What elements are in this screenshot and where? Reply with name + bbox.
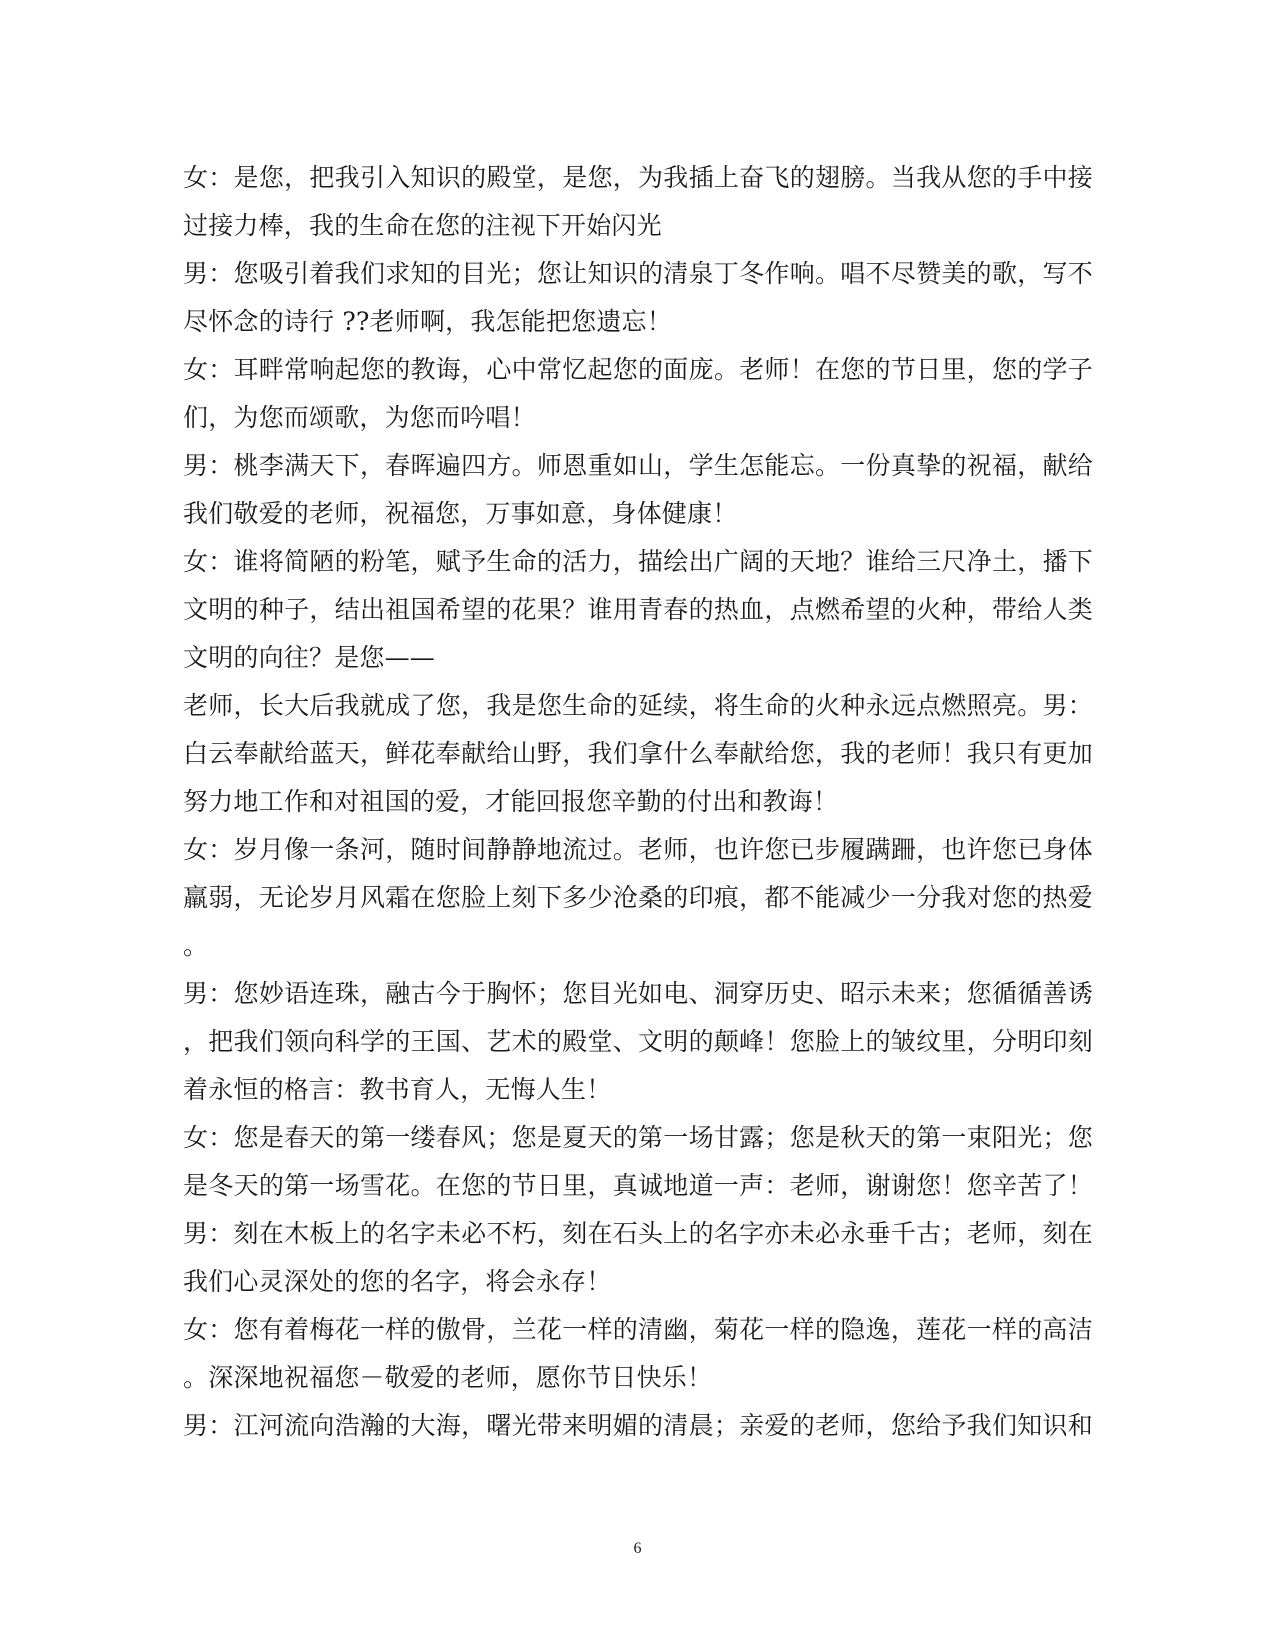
text-line: ，把我们领向科学的王国、艺术的殿堂、文明的颠峰！您脸上的皱纹里，分明印刻 [183, 1027, 1093, 1056]
text-line: 男：江河流向浩瀚的大海，曙光带来明媚的清晨；亲爱的老师，您给予我们知识和 [183, 1411, 1093, 1440]
text-line: 女：您是春天的第一缕春风；您是夏天的第一场甘露；您是秋天的第一束阳光；您 [183, 1123, 1093, 1152]
text-line: 白云奉献给蓝天，鲜花奉献给山野，我们拿什么奉献给您，我的老师！我只有更加 [183, 739, 1093, 768]
text-line: 。 [183, 931, 209, 960]
text-line: 文明的向往？是您—— [183, 643, 436, 672]
text-line: 们，为您而颂歌，为您而吟唱！ [183, 403, 536, 432]
text-line: 着永恒的格言：教书育人，无悔人生！ [183, 1075, 612, 1104]
text-line: 女：耳畔常响起您的教诲，心中常忆起您的面庞。老师！在您的节日里，您的学子 [183, 355, 1093, 384]
document-body [183, 154, 1093, 1450]
text-line: 男：桃李满天下，春晖遍四方。师恩重如山，学生怎能忘。一份真挚的祝福，献给 [183, 451, 1093, 480]
text-line: 文明的种子，结出祖国希望的花果？谁用青春的热血，点燃希望的火种，带给人类 [183, 595, 1093, 624]
text-line: 老师，长大后我就成了您，我是您生命的延续，将生命的火种永远点燃照亮。男： [183, 691, 1093, 720]
text-line: 。深深地祝福您－敬爱的老师，愿你节日快乐！ [183, 1363, 713, 1392]
text-line: 努力地工作和对祖国的爱，才能回报您辛勤的付出和教诲！ [183, 787, 839, 816]
text-line: 男：您吸引着我们求知的目光；您让知识的清泉丁冬作响。唱不尽赞美的歌，写不 [183, 259, 1093, 288]
text-line: 尽怀念的诗行 ??老师啊，我怎能把您遗忘！ [183, 307, 672, 336]
text-line: 女：您有着梅花一样的傲骨，兰花一样的清幽，菊花一样的隐逸，莲花一样的高洁 [183, 1315, 1093, 1344]
text-line: 过接力棒，我的生命在您的注视下开始闪光 [183, 211, 662, 240]
text-line: 羸弱，无论岁月风霜在您脸上刻下多少沧桑的印痕，都不能减少一分我对您的热爱 [183, 883, 1093, 912]
text-line: 男：您妙语连珠，融古今于胸怀；您目光如电、洞穿历史、昭示未来；您循循善诱 [183, 979, 1093, 1008]
text-line: 我们敬爱的老师，祝福您，万事如意，身体健康！ [183, 499, 738, 528]
text-line: 女：谁将简陋的粉笔，赋予生命的活力，描绘出广阔的天地？谁给三尺净土，播下 [183, 547, 1093, 576]
text-line: 我们心灵深处的您的名字，将会永存！ [183, 1267, 612, 1296]
text-line: 是冬天的第一场雪花。在您的节日里，真诚地道一声：老师，谢谢您！您辛苦了！ [183, 1171, 1093, 1200]
text-line: 女：是您，把我引入知识的殿堂，是您，为我插上奋飞的翅膀。当我从您的手中接 [183, 163, 1093, 192]
page-number: 6 [633, 1540, 642, 1557]
text-line: 男：刻在木板上的名字未必不朽，刻在石头上的名字亦未必永垂千古；老师，刻在 [183, 1219, 1093, 1248]
text-line: 女：岁月像一条河，随时间静静地流过。老师，也许您已步履蹒跚，也许您已身体 [183, 835, 1093, 864]
